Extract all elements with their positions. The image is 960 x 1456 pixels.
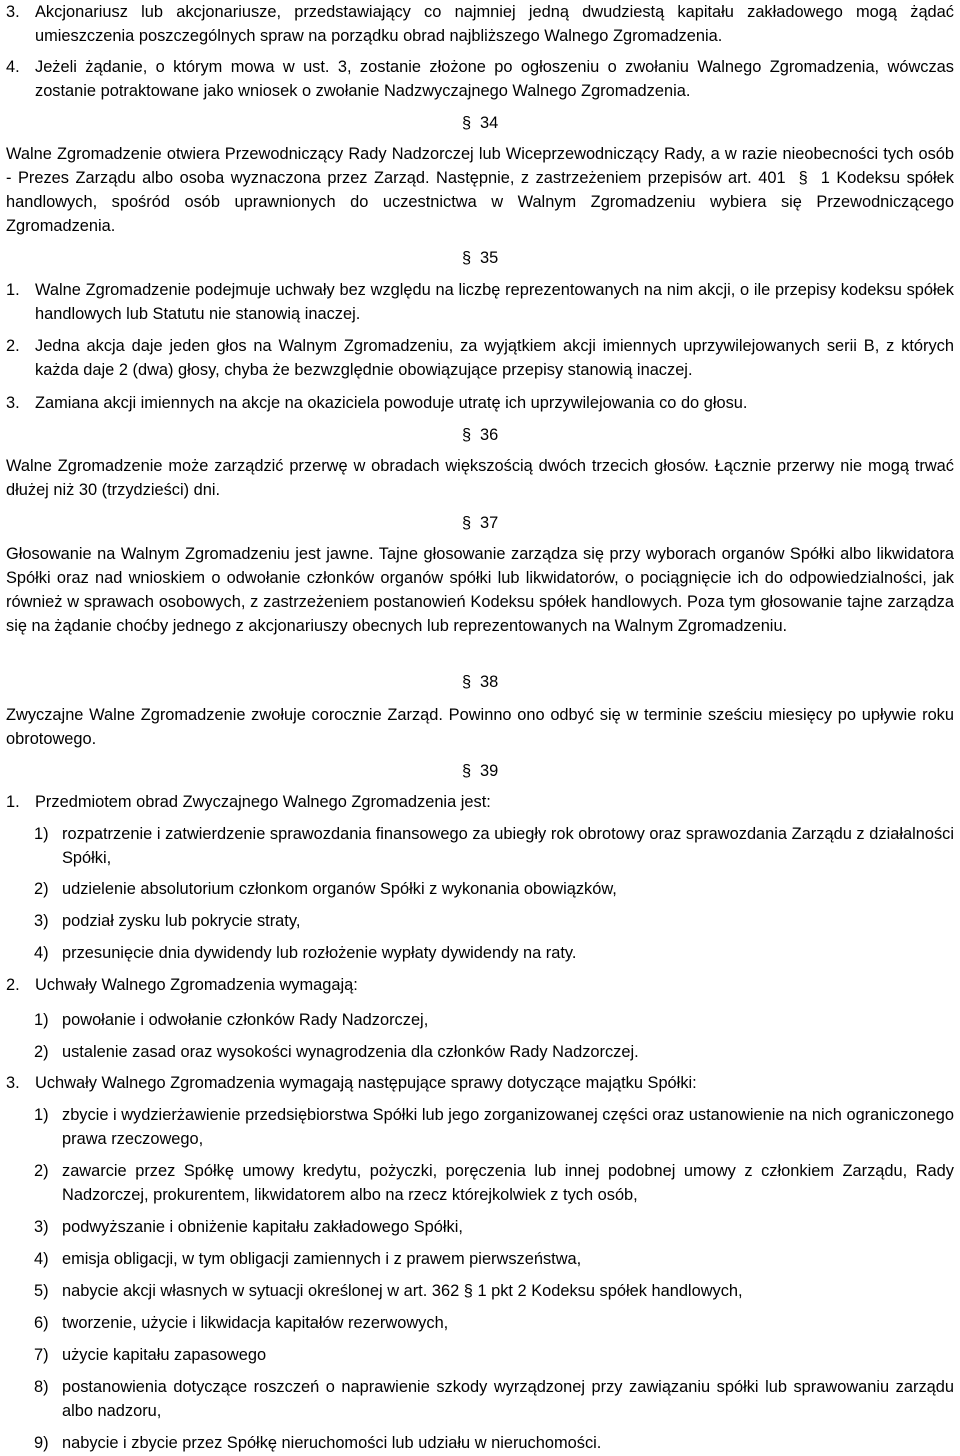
sub-list-item (34, 1159, 954, 1207)
sub-item-text: udzielenie absolutorium członkom organów Spółki z wykonania obowiązków, (62, 880, 617, 898)
sub-list-item (34, 909, 954, 933)
sub-item-text: przesunięcie dnia dywidendy lub rozłożenie wypłaty dywidendy na raty. (62, 944, 577, 962)
sub-item-text (62, 1279, 954, 1303)
sub-item-text: ustalenie zasad oraz wysokości wynagrodzenia dla członków Rady Nadzorczej. (62, 1043, 639, 1061)
sub-item-number: 2) (34, 1043, 49, 1061)
section-number: 35 (480, 249, 499, 267)
item-number: 2. (6, 337, 20, 355)
item-number: 3. (6, 1074, 20, 1092)
paragraph-text: Walne Zgromadzenie otwiera Przewodniczący Rady Nadzorczej lub Wiceprzewodniczący Rady, a w razie nieobecności tych osób - Prezes Zarządu albo osoba wyznaczona przez Zarząd. Następnie, z zastrzeżeniem przepisów art. 401 (6, 145, 954, 187)
paragraph-text: Głosowanie na Walnym Zgromadzeniu jest jawne. Tajne głosowanie zarządza się przy wyborach organów Spółki albo likwidatora Spółki oraz nad wnioskiem o odwołanie członków organów spółki lub likwidatorów, o pociągnięcie ich do odpowiedzialności, jak również w sprawach osobowych, z zastrzeżeniem postanowień Kodeksu spółek handlowych. Poza tym głosowanie tajne zarządza się na żądanie choćby jednego z akcjonariuszy obecnych lub reprezentowanych na Walnym Zgromadzeniu. (6, 545, 954, 635)
sub-item-text: podział zysku lub pokrycie straty, (62, 912, 301, 930)
item-number: 4. (6, 58, 20, 76)
section-heading-37 (462, 511, 542, 535)
section-number: 38 (480, 673, 499, 691)
sub-item-number: 1) (34, 1106, 49, 1124)
sub-item-number: 2) (34, 1162, 49, 1180)
section-sign-icon: § (462, 514, 472, 532)
list-item (6, 278, 954, 326)
item-number: 3. (6, 3, 20, 21)
sub-item-text-part: nabycie akcji własnych w sytuacji określonej w art. 362 (62, 1282, 460, 1300)
sub-item-text: rozpatrzenie i zatwierdzenie sprawozdania finansowego za ubiegły rok obrotowy oraz sprawozdania Zarządu z działalności Spółki, (62, 825, 954, 867)
sub-list-item (34, 1103, 954, 1151)
sub-item-number: 5) (34, 1282, 49, 1300)
sub-list-item (34, 1215, 954, 1239)
item-number: 1. (6, 793, 20, 811)
section-heading-34 (462, 111, 542, 135)
sub-list-item (34, 1008, 954, 1032)
list-item (6, 391, 954, 415)
sub-item-number: 9) (34, 1434, 49, 1452)
section-sign-icon: § (462, 762, 472, 780)
section-sign-icon: § (462, 426, 472, 444)
sub-item-text: zbycie i wydzierżawienie przedsiębiorstwa Spółki lub jego zorganizowanej części oraz ustanowienie na nich ograniczonego prawa rzeczowego, (62, 1106, 954, 1148)
item-number: 3. (6, 394, 20, 412)
sub-item-text: tworzenie, użycie i likwidacja kapitałów rezerwowych, (62, 1314, 449, 1332)
sub-list-item (34, 1343, 954, 1367)
item-text: Uchwały Walnego Zgromadzenia wymagają: (35, 976, 358, 994)
section-sign-icon: § (462, 114, 472, 132)
list-item (6, 0, 954, 48)
sub-item-text: podwyższanie i obniżenie kapitału zakładowego Spółki, (62, 1218, 463, 1236)
sub-list-item (34, 941, 954, 965)
sub-item-number: 1) (34, 825, 49, 843)
section-number: 37 (480, 514, 499, 532)
paragraph-text: Zwyczajne Walne Zgromadzenie zwołuje corocznie Zarząd. Powinno ono odbyć się w terminie sześciu miesięcy po upływie roku obrotowego. (6, 706, 954, 748)
sub-item-text: zawarcie przez Spółkę umowy kredytu, pożyczki, poręczenia lub innej podobnej umowy z członkiem Zarządu, Rady Nadzorczej, prokurentem, likwidatorem albo na rzecz którejkolwiek z tych osób, (62, 1162, 954, 1204)
item-text: Zamiana akcji imiennych na akcje na okaziciela powoduje utratę ich uprzywilejowania co do głosu. (35, 394, 748, 412)
section-number: 39 (480, 762, 499, 780)
paragraph-text: Walne Zgromadzenie może zarządzić przerwę w obradach większością dwóch trzecich głosów. Łącznie przerwy nie mogą trwać dłużej niż 30 (trzydzieści) dni. (6, 457, 954, 499)
sub-list-item (34, 1311, 954, 1335)
section-sign-icon: § (792, 169, 815, 187)
sub-list-item (34, 1375, 954, 1423)
sub-item-number: 7) (34, 1346, 49, 1364)
item-text: Jedna akcja daje jeden głos na Walnym Zgromadzeniu, za wyjątkiem akcji imiennych uprzywilejowanych serii B, z których każda daje 2 (dwa) głosy, chyba że bezwzględnie obowiązujące przepisy stanowią inaczej. (35, 337, 954, 379)
list-item (6, 55, 954, 103)
sub-item-number: 3) (34, 1218, 49, 1236)
sub-item-number: 2) (34, 880, 49, 898)
sub-list-item (34, 1040, 954, 1064)
sub-list-item (34, 1431, 954, 1455)
paragraph (6, 703, 954, 751)
item-text: Jeżeli żądanie, o którym mowa w ust. 3, zostanie złożone po ogłoszeniu o zwołaniu Walnego Zgromadzenia, wówczas zostanie potraktowane jako wniosek o zwołanie Nadzwyczajnego Walnego Zgromadzenia. (35, 58, 954, 100)
sub-item-text: postanowienia dotyczące roszczeń o naprawienie szkody wyrządzonej przy zawiązaniu spółki lub sprawowaniu zarządu albo nadzoru, (62, 1378, 954, 1420)
sub-list-item (34, 1247, 954, 1271)
section-heading-39 (462, 759, 542, 783)
sub-item-text: powołanie i odwołanie członków Rady Nadzorczej, (62, 1011, 429, 1029)
sub-item-text: użycie kapitału zapasowego (62, 1346, 267, 1364)
section-sign-icon: § (462, 249, 472, 267)
sub-item-text: nabycie i zbycie przez Spółkę nieruchomości lub udziału w nieruchomości. (62, 1434, 602, 1452)
sub-list-item (34, 822, 954, 870)
sub-item-number: 8) (34, 1378, 49, 1396)
paragraph-text-continued: 1 Kodeksu spółek handlowych, spośród osób uprawnionych do uczestnictwa w Walnym Zgromadzeniu wybiera się Przewodniczącego Zgromadzenia. (6, 169, 954, 235)
sub-item-text-part: 1 pkt 2 Kodeksu spółek handlowych, (477, 1282, 743, 1300)
section-heading-36 (462, 423, 542, 447)
item-number: 2. (6, 976, 20, 994)
item-text: Uchwały Walnego Zgromadzenia wymagają następujące sprawy dotyczące majątku Spółki: (35, 1074, 697, 1092)
paragraph (6, 142, 954, 238)
item-text: Akcjonariusz lub akcjonariusze, przedstawiający co najmniej jedną dwudziestą kapitału zakładowego mogą żądać umieszczenia poszczególnych spraw na porządku obrad najbliższego Walnego Zgromadzenia. (35, 3, 954, 45)
paragraph (6, 542, 954, 638)
sub-list-item (34, 1279, 954, 1303)
section-number: 34 (480, 114, 499, 132)
paragraph (6, 454, 954, 502)
list-item (6, 334, 954, 382)
sub-item-number: 6) (34, 1314, 49, 1332)
section-sign-icon: § (462, 673, 472, 691)
list-item (6, 973, 954, 997)
list-item (6, 1071, 954, 1095)
item-number: 1. (6, 281, 20, 299)
section-sign-icon: § (459, 1282, 478, 1300)
sub-item-number: 4) (34, 1250, 49, 1268)
section-number: 36 (480, 426, 499, 444)
sub-item-number: 3) (34, 912, 49, 930)
item-text: Przedmiotem obrad Zwyczajnego Walnego Zgromadzenia jest: (35, 793, 491, 811)
sub-item-number: 4) (34, 944, 49, 962)
item-text: Walne Zgromadzenie podejmuje uchwały bez względu na liczbę reprezentowanych na nim akcji, o ile przepisy kodeksu spółek handlowych lub Statutu nie stanowią inaczej. (35, 281, 954, 323)
sub-item-number: 1) (34, 1011, 49, 1029)
sub-list-item (34, 877, 954, 901)
section-heading-38 (462, 670, 542, 694)
list-item (6, 790, 954, 814)
section-heading-35 (462, 246, 542, 270)
sub-item-text: emisja obligacji, w tym obligacji zamiennych i z prawem pierwszeństwa, (62, 1250, 582, 1268)
